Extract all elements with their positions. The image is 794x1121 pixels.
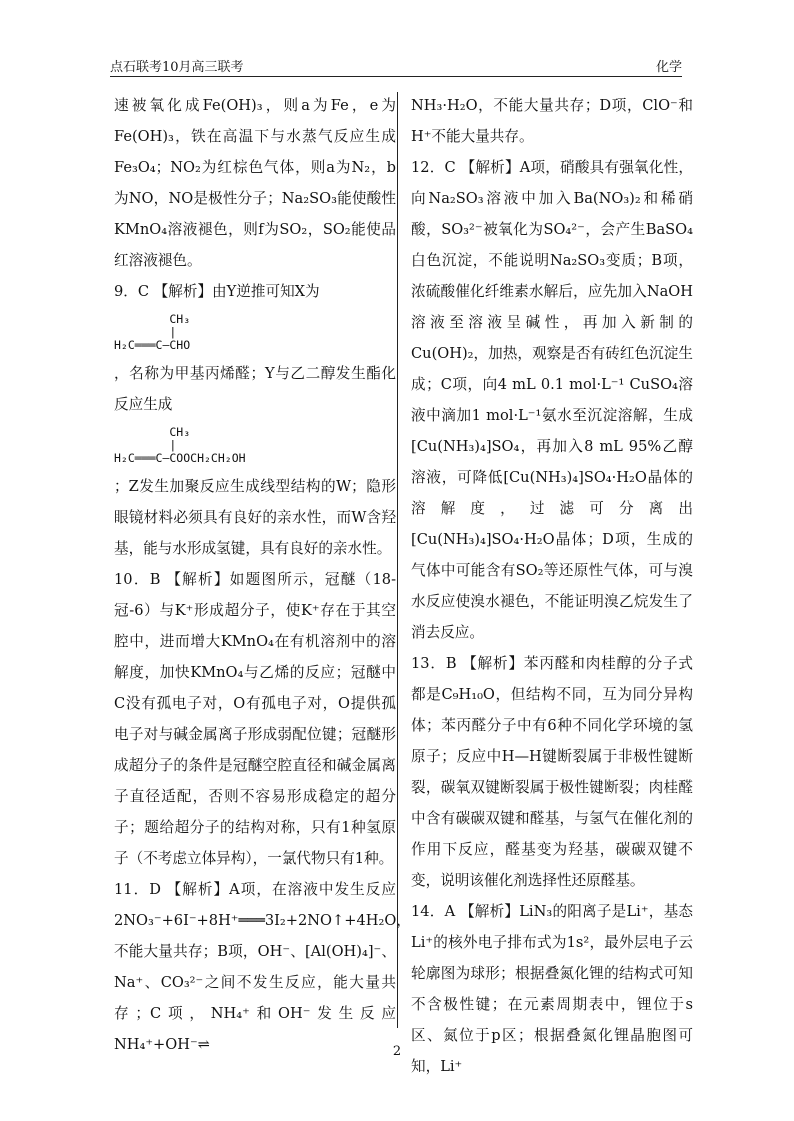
structure-formula-y: CH₃ | H₂C═══C—COOCH₂CH₂OH (114, 425, 246, 465)
paragraph-answer-9 (114, 276, 396, 564)
paragraph-answer-11-continued: NH₃·H₂O，不能大量共存；D项，ClO⁻和H⁺不能大量共存。 (411, 97, 693, 145)
answer-9-end: ；Z发生加聚反应生成线型结构的W；隐形眼镜材料必须具有良好的亲水性，而W含羟基，能与水形成氢键，具有良好的亲水性。 (114, 478, 396, 557)
column-divider (397, 92, 398, 1028)
answer-9-intro: 9．C 【解析】由Y逆推可知X为 (114, 283, 320, 300)
header-subject: 化学 (655, 60, 682, 75)
page-header (110, 56, 682, 75)
paragraph-answer-11: 11．D 【解析】A项，在溶液中发生反应2NO₃⁻+6I⁻+8H⁺═══3I₂+2NO↑+4H₂O，不能大量共存；B项，OH⁻、[Al(OH)₄]⁻、Na⁺、CO₃²⁻之间不发生反应，能大量共存；C项，NH₄⁺和OH⁻发生反应NH₄⁺+OH⁻⇌ (114, 881, 411, 1053)
paragraph-answer-13: 13．B 【解析】苯丙醛和肉桂醇的分子式都是C₉H₁₀O，但结构不同，互为同分异构体；苯丙醛分子中有6种不同化学环境的氢原子；反应中H—H键断裂属于非极性键断裂，碳氧双键断裂属于极性键断裂；肉桂醛中含有碳碳双键和醛基，与氢气在催化剂的作用下反应，醛基变为羟基，碳碳双键不变，说明该催化剂选择性还原醛基。 (411, 655, 693, 889)
page-number: 2 (392, 1044, 402, 1059)
left-column (114, 90, 411, 1060)
header-rule (110, 76, 682, 77)
paragraph-answer-12: 12．C 【解析】A项，硝酸具有强氧化性，向Na₂SO₃溶液中加入Ba(NO₃)₂和稀硝酸，SO₃²⁻被氧化为SO₄²⁻，会产生BaSO₄白色沉淀，不能说明Na₂SO₃变质；B项，浓硫酸催化纤维素水解后，应先加入NaOH溶液至溶液呈碱性，再加入新制的Cu(OH)₂，加热，观察是否有砖红色沉淀生成；C项，向4 mL 0.1 mol·L⁻¹ CuSO₄溶液中滴加1 mol·L⁻¹氨水至沉淀溶解，生成[Cu(NH₃)₄]SO₄，再加入8 mL 95%乙醇溶液，可降低[Cu(NH₃)₄]SO₄·H₂O晶体的溶解度，过滤可分离出[Cu(NH₃)₄]SO₄·H₂O晶体；D项，生成的气体中可能含有SO₂等还原性气体，可与溴水反应使溴水褪色，不能证明溴乙烷发生了消去反应。 (411, 159, 693, 641)
header-exam-title: 点石联考10月高三联考 (110, 60, 244, 75)
paragraph-answer-14: 14．A 【解析】LiN₃的阳离子是Li⁺，基态Li⁺的核外电子排布式为1s²，最外层电子云轮廓图为球形；根据叠氮化锂的结构式可知不含极性键；在元素周期表中，锂位于s区、氮位于p区；根据叠氮化锂晶胞图可知，Li⁺ (411, 903, 693, 1075)
right-column (411, 90, 693, 1082)
paragraph-answer-10: 10．B 【解析】如题图所示，冠醚（18-冠-6）与K⁺形成超分子，使K⁺存在于其空腔中，进而增大KMnO₄在有机溶剂中的溶解度，加快KMnO₄与乙烯的反应；冠醚中C没有孤电子对，O有孤电子对，O提供孤电子对与碱金属离子形成弱配位键；冠醚形成超分子的条件是冠醚空腔直径和碱金属离子直径适配，否则不容易形成稳定的超分子；题给超分子的结构对称，只有1种氢原子（不考虑立体异构），一氯代物只有1种。 (114, 571, 396, 867)
structure-formula-x: CH₃ | H₂C═══C—CHO (114, 312, 191, 352)
answer-9-middle: ，名称为甲基丙烯醛；Y与乙二醇发生酯化反应生成 (114, 365, 396, 413)
paragraph-answer-8-continued: 速被氧化成Fe(OH)₃，则a为Fe，e为Fe(OH)₃，铁在高温下与水蒸气反应生成Fe₃O₄；NO₂为红棕色气体，则a为N₂，b为NO，NO是极性分子；Na₂SO₃能使酸性KMnO₄溶液褪色，则f为SO₂，SO₂能使品红溶液褪色。 (114, 97, 396, 269)
